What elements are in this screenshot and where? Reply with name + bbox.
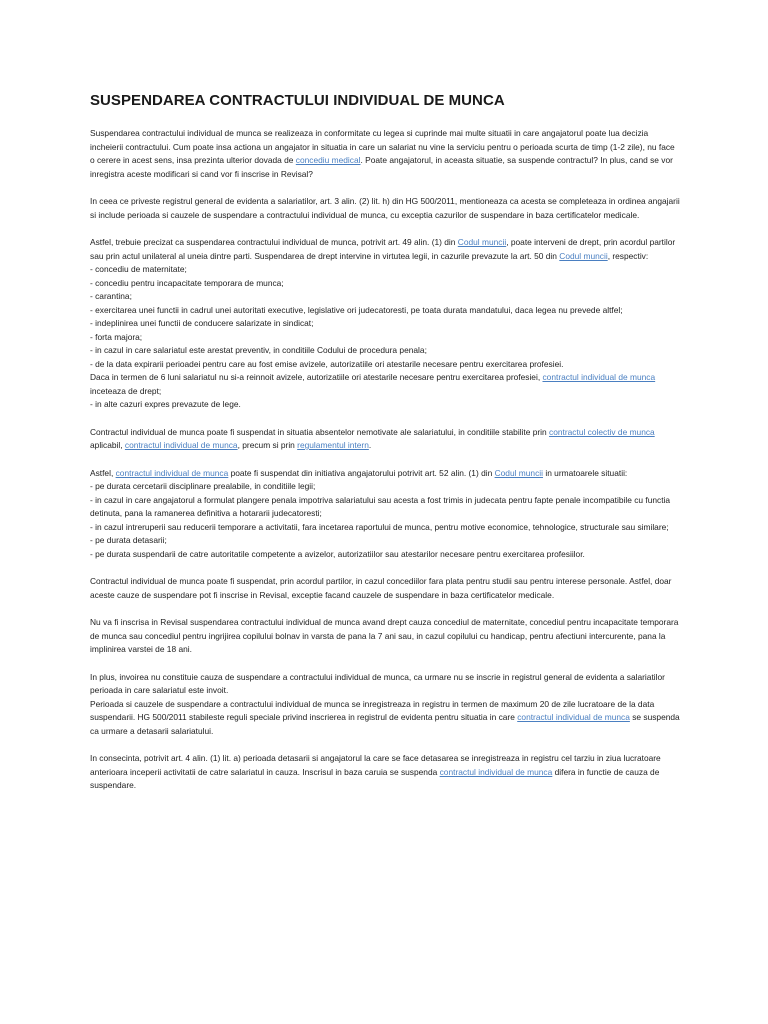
- text: Astfel, trebuie precizat ca suspendarea contractului individual de munca, potrivit art. 49 alin. (1) din: [90, 237, 458, 247]
- text: Nu va fi inscrisa in Revisal suspendarea contractului individual de munca avand drept cauza concediul de maternitate, concediul pentru incapacitate temporara de munca sau concediul pentru ingrijirea copilului bolnav in varsta de pana la 7 ani sau, in cazul copilului cu handicap, pentru afectiuni intercurente, pana la implinirea varstei de 18 ani.: [90, 617, 679, 654]
- link-contract-individual[interactable]: contractul individual de munca: [124, 440, 238, 450]
- text: Contractul individual de munca poate fi suspendat in situatia absentelor nemotivate ale salariatului, in conditiile stabilite prin: [90, 426, 550, 437]
- list-item: - indeplinirea unei functii de conducere salarizate in sindicat;: [90, 318, 314, 328]
- link-codul-muncii[interactable]: Codul muncii: [457, 237, 507, 247]
- list-item: - pe durata cercetarii disciplinare prealabile, in conditiile legii;: [90, 481, 316, 491]
- link-contract-individual[interactable]: contractul individual de munca: [542, 372, 656, 382]
- paragraph-registru: [90, 195, 680, 222]
- list-item: - forta majora;: [90, 331, 143, 342]
- text: Daca in termen de 6 luni salariatul nu si-a reinnoit avizele, autorizatiile ori atestarile necesare pentru exercitarea profesiei,: [90, 372, 543, 382]
- list-item: - exercitarea unei functii in cadrul unei autoritati executive, legislative ori judecatoresti, pe toata durata mandatului, daca legea nu prevede altfel;: [90, 304, 623, 315]
- list-item: - pe durata detasarii;: [90, 535, 167, 545]
- list-item: - in cazul intreruperii sau reducerii temporare a activitatii, fara incetarea raportului de munca, pentru motive economice, tehnologice, structurale sau similare;: [90, 521, 669, 532]
- text: , poate interveni de drept, prin acordul partilor sau prin actul unilateral al uneia dintre parti. Suspendarea de drept intervine in virtutea legii, in cazurile prevazute la art. 50 din: [90, 237, 676, 261]
- list-item: [90, 371, 680, 398]
- text: Perioada si cauzele de suspendare a contractului individual de munca se inregistreaza in registru in termen de maximum 20 de zile lucratoare de la data suspendarii. HG 500/2011 stabileste reguli speciale privind inscrierea in registrul de evidenta pentru situatia in care: [90, 698, 655, 722]
- paragraph-invoire: [90, 671, 680, 739]
- list-item: - in alte cazuri expres prevazute de lege.: [90, 399, 241, 409]
- paragraph-absente-nemotivate: [90, 426, 680, 453]
- text: aplicabil,: [90, 440, 125, 450]
- list-item: - in cazul in care salariatul este arestat preventiv, in conditiile Codului de procedura penala;: [90, 345, 427, 355]
- link-contract-individual[interactable]: contractul individual de munca: [439, 766, 553, 777]
- list-item: - pe durata suspendarii de catre autoritatile competente a avizelor, autorizatiilor sau atestarilor necesare pentru exercitarea profesiilor.: [90, 548, 585, 559]
- list-item: - carantina;: [90, 291, 132, 301]
- list-item: - de la data expirarii perioadei pentru care au fost emise avizele, autorizatiile ori atestarile necesare pentru exercitarea profesiei.: [90, 358, 564, 369]
- paragraph-initiativa-angajator: [90, 467, 680, 562]
- text: .: [368, 440, 372, 450]
- link-regulament-intern[interactable]: regulamentul intern: [297, 440, 369, 450]
- text: In ceea ce priveste registrul general de evidenta a salariatilor, art. 3 alin. (2) lit. h) din HG 500/2011, mentioneaza ca acesta se completeaza in ordinea angajarii si include perioada si cauzele de suspendare a contractului individual de munca, cu exceptia cazurilor de suspendare in baza certificatelor medicale.: [90, 196, 680, 220]
- text: poate fi suspendat din initiativa angajatorului potrivit art. 52 alin. (1) din: [228, 467, 495, 478]
- link-contract-individual[interactable]: contractul individual de munca: [517, 712, 630, 722]
- text: in urmatoarele situatii:: [543, 467, 628, 478]
- text: , precum si prin: [237, 440, 298, 450]
- text: Astfel,: [90, 467, 116, 478]
- page-title: SUSPENDAREA CONTRACTULUI INDIVIDUAL DE MUNCA: [90, 92, 505, 109]
- text: , respectiv:: [607, 250, 649, 261]
- paragraph-suspendare-de-drept: [90, 236, 680, 412]
- list-item: - in cazul in care angajatorul a formulat plangere penala impotriva salariatului sau acesta a fost trimis in judecata pentru fapte penale incompatibile cu functia detinuta, pana la ramanerea definitiva a hotararii judecatoresti;: [90, 494, 671, 518]
- text: . Poate angajatorul, in aceasta situatie, sa suspende contractul? In plus, cand se vor inregistra aceste modificari si cand vor fi inscrise in Revisal?: [90, 155, 673, 179]
- list-item: - concediu pentru incapacitate temporara de munca;: [90, 277, 284, 288]
- link-codul-muncii[interactable]: Codul muncii: [494, 467, 543, 478]
- list-item: - concediu de maternitate;: [90, 264, 187, 274]
- text: se suspenda ca urmare a detasarii salariatului.: [90, 712, 680, 736]
- text: Suspendarea contractului individual de munca se realizeaza in conformitate cu legea si cuprinde mai multe situatii in care angajatorul poate lua decizia incheierii contractului. Cum poate insa actiona un angajator in situatia in care un salariat nu vine la serviciu pentru o perioada scurta de timp (1-2 zile), nu face o cerere in acest sens, insa prezinta ulterior dovada de: [90, 128, 675, 165]
- paragraph-intro: [90, 127, 680, 181]
- link-concediu-medical[interactable]: concediu medical: [295, 155, 361, 165]
- paragraph-consecinta: [90, 752, 680, 793]
- link-contract-colectiv[interactable]: contractul colectiv de munca: [549, 426, 655, 437]
- paragraph-revisal: [90, 616, 680, 657]
- text: Contractul individual de munca poate fi suspendat, prin acordul partilor, in cazul concediilor fara plata pentru studii sau pentru interese personale. Astfel, doar aceste cauze de suspendare pot fi inscrise in Revisal, exceptie facand cauzele de suspendare in baza certificatelor medicale.: [90, 576, 672, 600]
- link-codul-muncii[interactable]: Codul muncii: [559, 250, 608, 261]
- text: In consecinta, potrivit art. 4 alin. (1) lit. a) perioada detasarii si angajatorul la care se face detasarea se inregistreaza in registru cel tarziu in ziua lucratoare anterioara inceperii activitatii de catre salariatul in cauza. Inscrisul in baza caruia se suspenda: [90, 753, 661, 777]
- text: difera in functie de cauza de suspendare.: [90, 766, 660, 790]
- document-body: [90, 92, 680, 807]
- text: inceteaza de drept;: [90, 385, 162, 396]
- text: In plus, invoirea nu constituie cauza de suspendare a contractului individual de munca, ca urmare nu se inscrie in registrul general de evidenta a salariatilor perioada in care salariatul este invoit.: [90, 671, 665, 695]
- text-line: [90, 698, 680, 739]
- paragraph-acordul-partilor: [90, 575, 680, 602]
- link-contract-individual[interactable]: contractul individual de munca: [115, 467, 229, 478]
